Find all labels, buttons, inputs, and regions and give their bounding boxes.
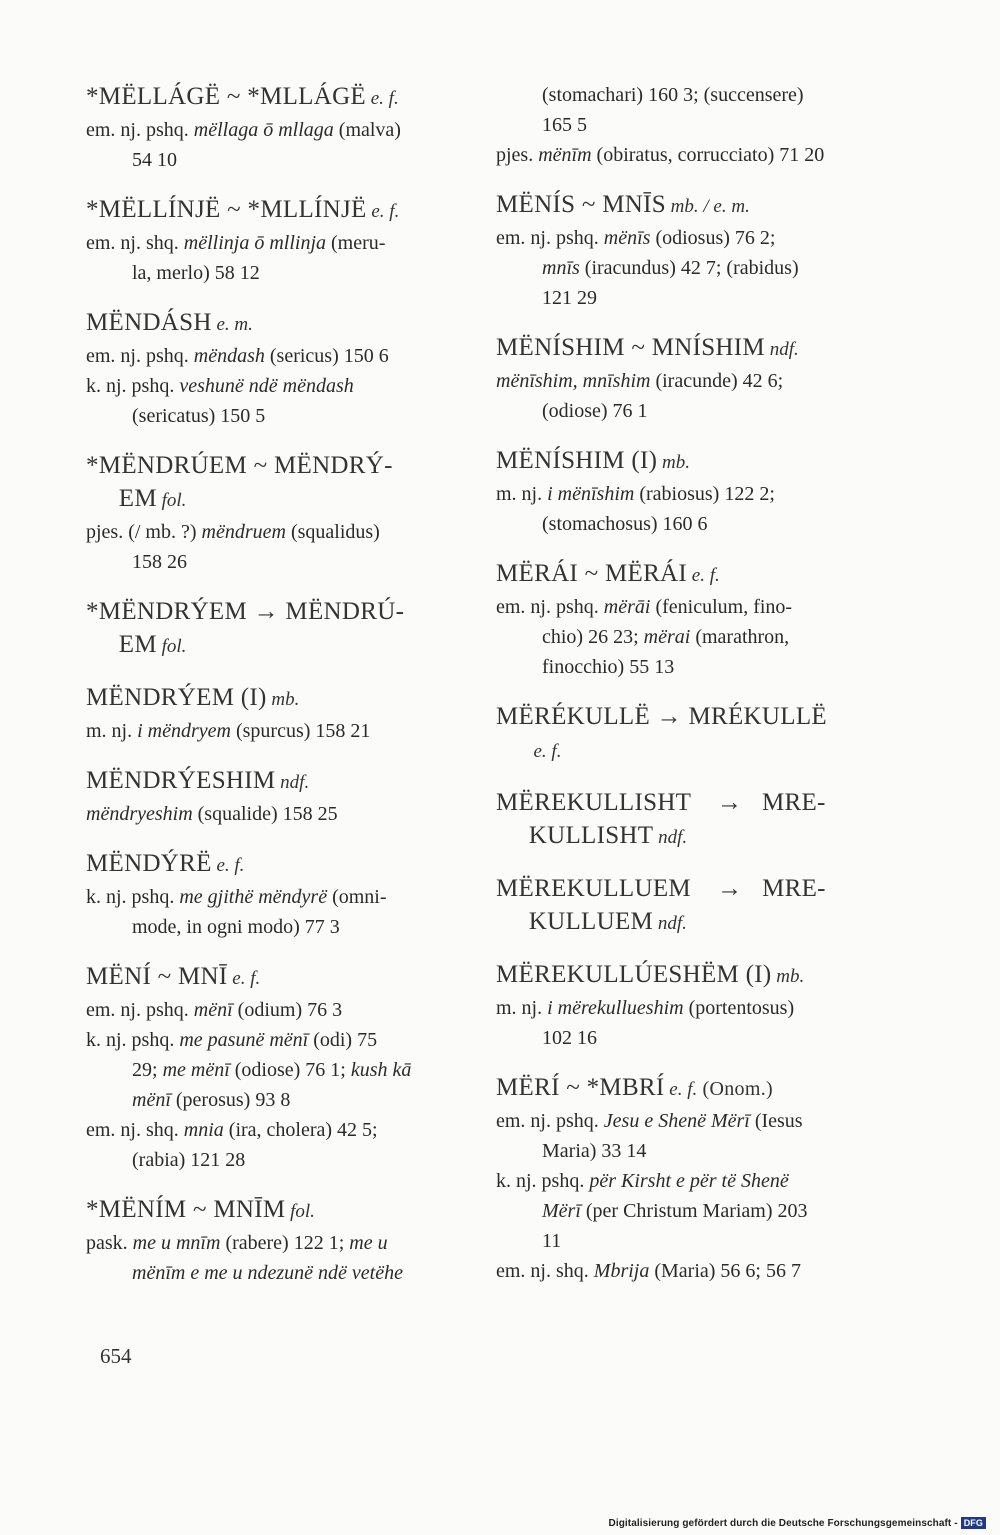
entry-line: em. nj. pshq. mënī (odium) 76 3: [86, 999, 343, 1021]
dictionary-entry: [496, 331, 876, 426]
grammar-label: fol.: [285, 1201, 315, 1222]
entry-line: (odiose) 76 1: [542, 400, 648, 422]
entry-line: em. nj. shq. Mbrija (Maria) 56 6; 56 7: [496, 1260, 801, 1282]
entry-line: Maria) 33 14: [542, 1140, 647, 1162]
entry-line: em. nj. shq. mnia (ira, cholera) 42 5;: [86, 1119, 378, 1141]
dictionary-entry: [496, 700, 876, 768]
page-number: 654: [100, 1344, 132, 1368]
dictionary-entry: [86, 960, 470, 1175]
entry-headword: *MËLLÍNJË ~ *MLLÍNJË e. f.: [86, 196, 400, 223]
entry-line: mënī (perosus) 93 8: [132, 1089, 291, 1111]
dictionary-entry: [86, 847, 470, 942]
entry-line: 121 29: [542, 287, 597, 309]
entry-note: (Onom.): [697, 1078, 773, 1100]
entry-line: em. nj. pshq. mërāi (feniculum, fino-: [496, 596, 793, 618]
entry-line: finocchio) 55 13: [542, 656, 675, 678]
entry-line: 165 5: [542, 114, 587, 136]
dictionary-entry: [496, 80, 876, 170]
dictionary-entry: [86, 80, 470, 175]
grammar-label: e. f.: [664, 1079, 698, 1100]
grammar-label: e. f.: [211, 855, 245, 876]
entry-line: (sericatus) 150 5: [132, 405, 266, 427]
entry-line: k. nj. pshq. me pasunë mënī (odi) 75: [86, 1029, 378, 1051]
right-column: [496, 80, 876, 1304]
entry-line: (rabia) 121 28: [132, 1149, 246, 1171]
dictionary-entry: [496, 557, 876, 682]
entry-line: em. nj. pshq. mënīs (odiosus) 76 2;: [496, 227, 776, 249]
dictionary-entry: [496, 1071, 876, 1286]
entry-headword: MËREKULLÚESHËM (I) mb.: [496, 961, 805, 988]
entry-line: em. nj. pshq. mëllaga ō mllaga (malva): [86, 119, 401, 141]
grammar-label: fol.: [156, 490, 187, 511]
footer-text: Digitalisierung gefördert durch die Deutsche Forschungsgemeinschaft -: [608, 1517, 958, 1529]
entry-line: em. nj. pshq. mëndash (sericus) 150 6: [86, 345, 389, 367]
entry-line: 102 16: [542, 1027, 597, 1049]
entry-line: em. nj. shq. mëllinja ō mllinja (meru-: [86, 232, 386, 254]
entry-headword: MËRÍ ~ *MBRÍ e. f. (Onom.): [496, 1074, 773, 1101]
left-column: [86, 80, 470, 1306]
entry-headword: MËREKULLUEM → MRE- KULLUEM ndf.: [496, 875, 826, 935]
dictionary-entry: [86, 193, 470, 288]
entry-line: k. nj. pshq. veshunë ndë mëndash: [86, 375, 354, 397]
grammar-label: e. f.: [687, 565, 720, 586]
entry-line: Mërī (per Christum Mariam) 203: [542, 1200, 808, 1222]
entry-line: pask. me u mnīm (rabere) 122 1; me u: [86, 1232, 388, 1254]
footer-credit: [609, 1517, 987, 1529]
entry-headword: *MËNDRÚEM ~ MËNDRÝ- EM fol.: [86, 452, 393, 512]
entry-line: la, merlo) 58 12: [132, 262, 260, 284]
dictionary-entry: [496, 444, 876, 539]
grammar-label: e. m.: [211, 314, 253, 335]
dictionary-entry: [86, 681, 470, 746]
entry-headword: *MËNDRÝEM → MËNDRÚ- EM fol.: [86, 598, 405, 658]
entry-line: pjes. mënīm (obiratus, corrucciato) 71 20: [496, 144, 825, 166]
entry-line: (stomachari) 160 3; (succensere): [542, 84, 804, 106]
grammar-label: ndf.: [764, 339, 799, 360]
entry-headword: MËRÁI ~ MËRÁI e. f.: [496, 560, 720, 587]
entry-line: mënīm e me u ndezunë ndë vetëhe: [132, 1262, 403, 1284]
entry-headword: MËNDÝRË e. f.: [86, 850, 245, 877]
entry-line: m. nj. i mërekullueshim (portentosus): [496, 997, 795, 1019]
entry-headword: MËNDÁSH e. m.: [86, 309, 253, 336]
entry-line: 29; me mënī (odiose) 76 1; kush kā: [132, 1059, 412, 1081]
entry-line: k. nj. pshq. për Kirsht e për të Shenë: [496, 1170, 789, 1192]
dictionary-entry: [86, 1193, 470, 1288]
grammar-label: ndf.: [653, 913, 687, 934]
grammar-label: fol.: [156, 636, 187, 657]
entry-line: mnīs (iracundus) 42 7; (rabidus): [542, 257, 799, 279]
dictionary-entry: [496, 188, 876, 313]
entry-line: 11: [542, 1230, 562, 1252]
entry-line: mode, in ogni modo) 77 3: [132, 916, 340, 938]
entry-line: 54 10: [132, 149, 177, 171]
grammar-label: ndf.: [653, 827, 688, 848]
entry-headword: MËNÍSHIM (I) mb.: [496, 447, 690, 474]
grammar-label: mb.: [266, 689, 300, 710]
entry-line: pjes. (/ mb. ?) mëndruem (squalidus): [86, 521, 380, 543]
grammar-label: e. f.: [528, 741, 562, 762]
entry-line: mënīshim, mnīshim (iracunde) 42 6;: [496, 370, 784, 392]
entry-line: m. nj. i mënīshim (rabiosus) 122 2;: [496, 483, 775, 505]
dfg-logo-icon: DFG: [961, 1517, 986, 1529]
entry-headword: MËNÍ ~ MNĪ e. f.: [86, 963, 261, 990]
entry-headword: MËNDRÝESHIM ndf.: [86, 767, 310, 794]
grammar-label: e. f.: [227, 968, 261, 989]
dictionary-entry: [86, 449, 470, 577]
dictionary-entry: [496, 958, 876, 1053]
dictionary-entry: [86, 595, 470, 663]
grammar-label: mb.: [657, 452, 690, 473]
entry-headword: MËNDRÝEM (I) mb.: [86, 684, 300, 711]
entry-line: chio) 26 23; mërai (marathron,: [542, 626, 790, 648]
grammar-label: ndf.: [275, 772, 310, 793]
dictionary-entry: [86, 764, 470, 829]
entry-line: k. nj. pshq. me gjithë mëndyrë (omni-: [86, 886, 387, 908]
dictionary-entry: [86, 306, 470, 431]
grammar-label: e. f.: [366, 201, 400, 222]
entry-line: (stomachosus) 160 6: [542, 513, 708, 535]
entry-headword: MËNÍSHIM ~ MNÍSHIM ndf.: [496, 334, 799, 361]
entry-headword: MËRÉKULLË → MRÉKULLË e. f.: [496, 703, 827, 762]
entry-headword: *MËNÍM ~ MNĪM fol.: [86, 1196, 315, 1223]
entry-line: 158 26: [132, 551, 187, 573]
grammar-label: e. f.: [366, 88, 399, 109]
entry-headword: *MËLLÁGË ~ *MLLÁGË e. f.: [86, 83, 399, 110]
dictionary-entry: [496, 786, 876, 854]
grammar-label: mb.: [771, 966, 805, 987]
entry-line: m. nj. i mëndryem (spurcus) 158 21: [86, 720, 371, 742]
dictionary-entry: [496, 872, 876, 940]
entry-headword: MËREKULLISHT → MRE- KULLISHT ndf.: [496, 789, 826, 849]
entry-line: mëndryeshim (squalide) 158 25: [86, 803, 338, 825]
entry-line: em. nj. pshq. Jesu e Shenë Mërī (Iesus: [496, 1110, 803, 1132]
entry-headword: MËNÍS ~ MNĪS mb. / e. m.: [496, 191, 750, 218]
grammar-label: mb. / e. m.: [665, 196, 750, 217]
